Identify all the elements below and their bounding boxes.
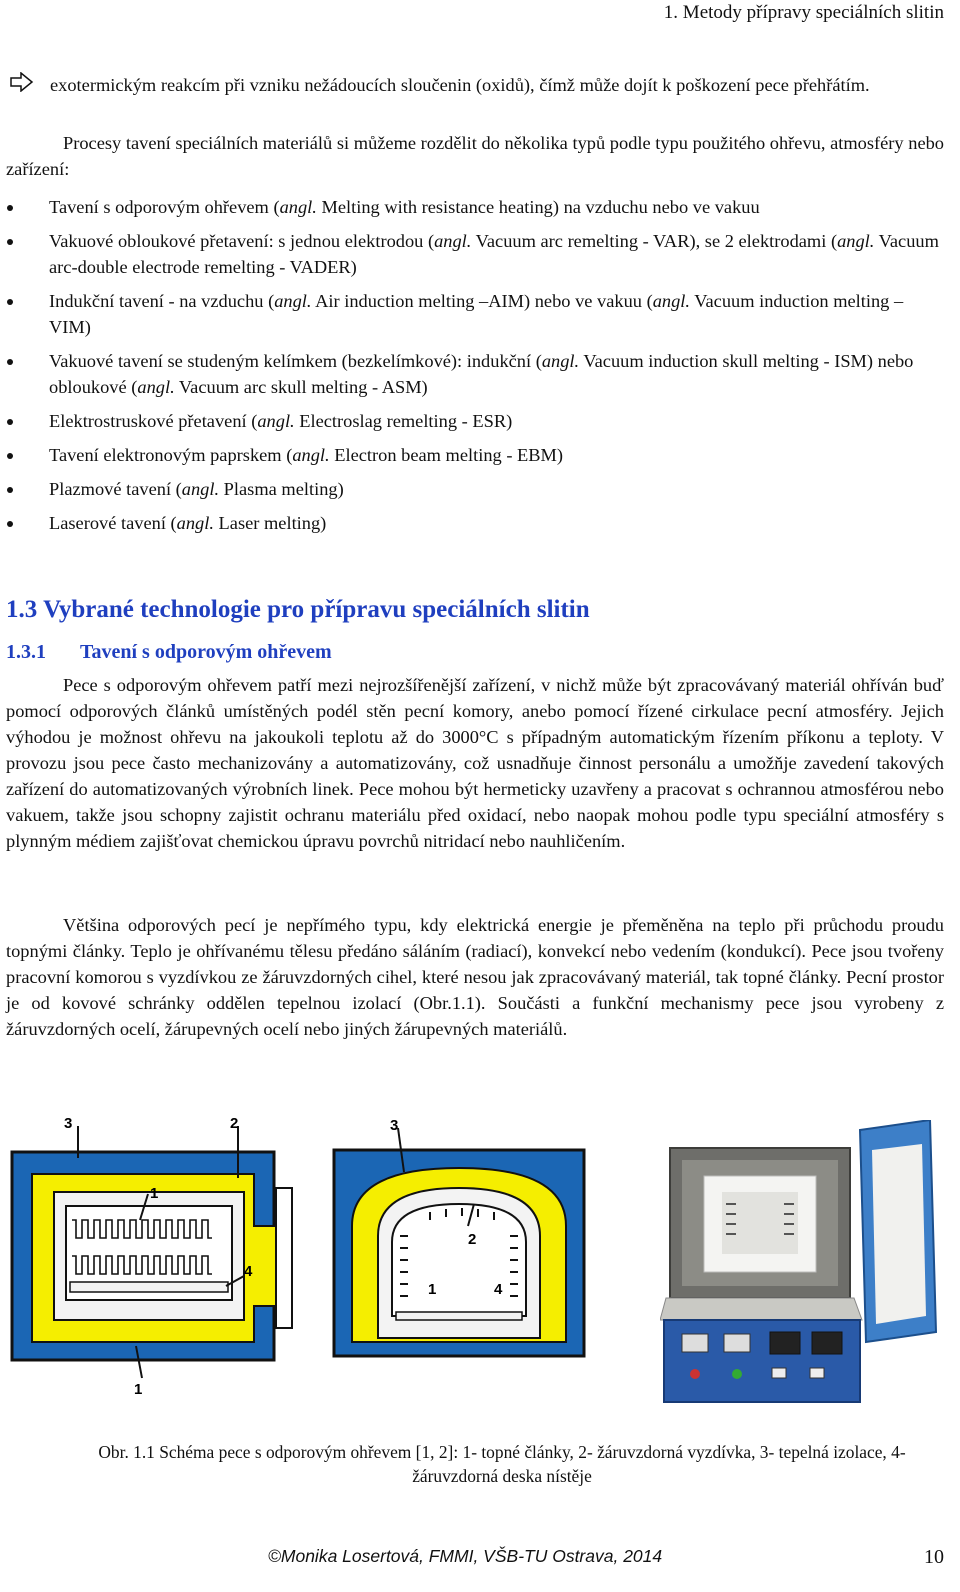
intro-paragraph: Procesy tavení speciálních materiálů si můžeme rozdělit do několika typů podle typu použitého ohřevu, atmosféry nebo zařízení: [6,133,944,179]
ledge [660,1298,862,1320]
bullet-icon [7,453,13,459]
bullet-icon [7,419,13,425]
footer-credit: ©Monika Losertová, FMMI, VŠB-TU Ostrava, 2014 [268,1546,663,1566]
list-item: Vakuové tavení se studeným kelímkem (bezkelímkové): indukční (angl. Vacuum induction skull melting - ISM) nebo obloukové (angl. Vacuum arc skull melting - ASM) [6,348,944,400]
figure-caption: Obr. 1.1 Schéma pece s odporovým ohřevem [1, 2]: 1- topné články, 2- žáruvzdorná vyzdívka, 3- tepelná izolace, 4- žáruvzdorná deska nístěje [98,1442,906,1486]
list-item: Vakuové obloukové přetavení: s jednou elektrodou (angl. Vacuum arc remelting - VAR), se 2 elektrodami (angl. Vacuum arc-double electrode remelting - VADER) [6,228,944,280]
list-item: Tavení s odporovým ohřevem (angl. Melting with resistance heating) na vzduchu nebo ve vakuu [6,194,944,220]
body-paragraph-1: Pece s odporovým ohřevem patří mezi nejrozšířenější zařízení, v nichž může být zpracovávaný materiál ohříván buď pomocí odporových článků umístěných podél stěn pecní komory, anebo pomocí řízené cirkulace pecní atmosféry. Jejich výhodou je možnost ohřevu na jakoukoli teplotu až do 3000°C s případným automatickým řízením příkonu a teploty. V provozu jsou pece často mechanizovány a automatizovány, což usnadňuje činnost personálu a umožňje zavedení takových zařízení do automatizovaných výrobních linek. Pece mohou být hermeticky uzavřeny a pracovat s ochrannou atmosférou nebo vakuem, takže jsou schopny zajistit ochranu materiálu před oxidací, nebo naopak mohou podle typu speciální atmosféry s plynným médiem zajišťovat chemickou úpravu povrchů nitridací nebo nauhličením. [6,675,944,851]
label-1-bottom: 1 [134,1381,143,1398]
body-paragraph-2: Většina odporových pecí je nepřímého typu, kdy elektrická energie je přeměněna na teplo při průchodu proudu topnými články. Teplo je ohřívanému tělesu předáno sáláním (radiací), konvekcí nebo vedením (kondukcí). Pece jsou tvořeny pracovní komorou s vyzdívkou ze žáruvzdorných cihel, které nesou jak zpracovávaný materiál, tak topné články. Pecní prostor je od kovové schránky oddělen tepelnou izolací (Obr.1.1). Součásti a funkční mechanismy pece jsou vyrobeny z žáruvzdorných ocelí, žárupevných ocelí nebo jiných žárupevných materiálů. [6,915,944,1039]
hearth-plate [70,1282,228,1292]
melting-types-list [6,194,944,544]
label-3: 3 [64,1116,73,1132]
list-item: Plazmové tavení (angl. Plasma melting) [6,476,944,502]
bullet-icon [7,299,13,305]
label-3: 3 [390,1117,399,1134]
list-item: Laserové tavení (angl. Laser melting) [6,510,944,536]
hearth-plate [396,1312,522,1320]
arrow-item-text: exotermickým reakcím při vzniku nežádoucích sloučenin (oxidů), čímž může dojít k poškození pece přehřátím. [50,75,870,95]
muffle-furnace-image [660,1120,948,1410]
bullet-icon [7,359,13,365]
subsection-heading: 1.3.1 Tavení s odporovým ohřevem [6,641,332,663]
label-4: 4 [494,1281,503,1298]
bullet-icon [7,487,13,493]
bullet-icon [7,239,13,245]
label-1: 1 [150,1185,159,1202]
label-4: 4 [244,1263,253,1280]
door-insulation [872,1144,926,1324]
label-2: 2 [230,1116,239,1132]
list-item: Indukční tavení - na vzduchu (angl. Air induction melting –AIM) nebo ve vakuu (angl. Vacuum induction melting –VIM) [6,288,944,340]
furnace-schematic-side [8,1116,298,1401]
page-number: 10 [924,1546,944,1568]
list-item: Elektrostruskové přetavení (angl. Electroslag remelting - ESR) [6,408,944,434]
label-2: 2 [468,1231,477,1248]
section-heading: 1.3 Vybrané technologie pro přípravu speciálních slitin [6,596,590,623]
list-item: Tavení elektronovým paprskem (angl. Electron beam melting - EBM) [6,442,944,468]
running-head: 1. Metody přípravy speciálních slitin [663,2,944,23]
arrow-list-item [10,72,944,98]
chamber [392,1204,526,1316]
bullet-icon [7,205,13,211]
label-1: 1 [428,1281,437,1298]
outline-right-arrow-icon [10,72,36,99]
door [276,1188,292,1328]
bullet-icon [7,521,13,527]
furnace-schematic-front [330,1116,592,1376]
